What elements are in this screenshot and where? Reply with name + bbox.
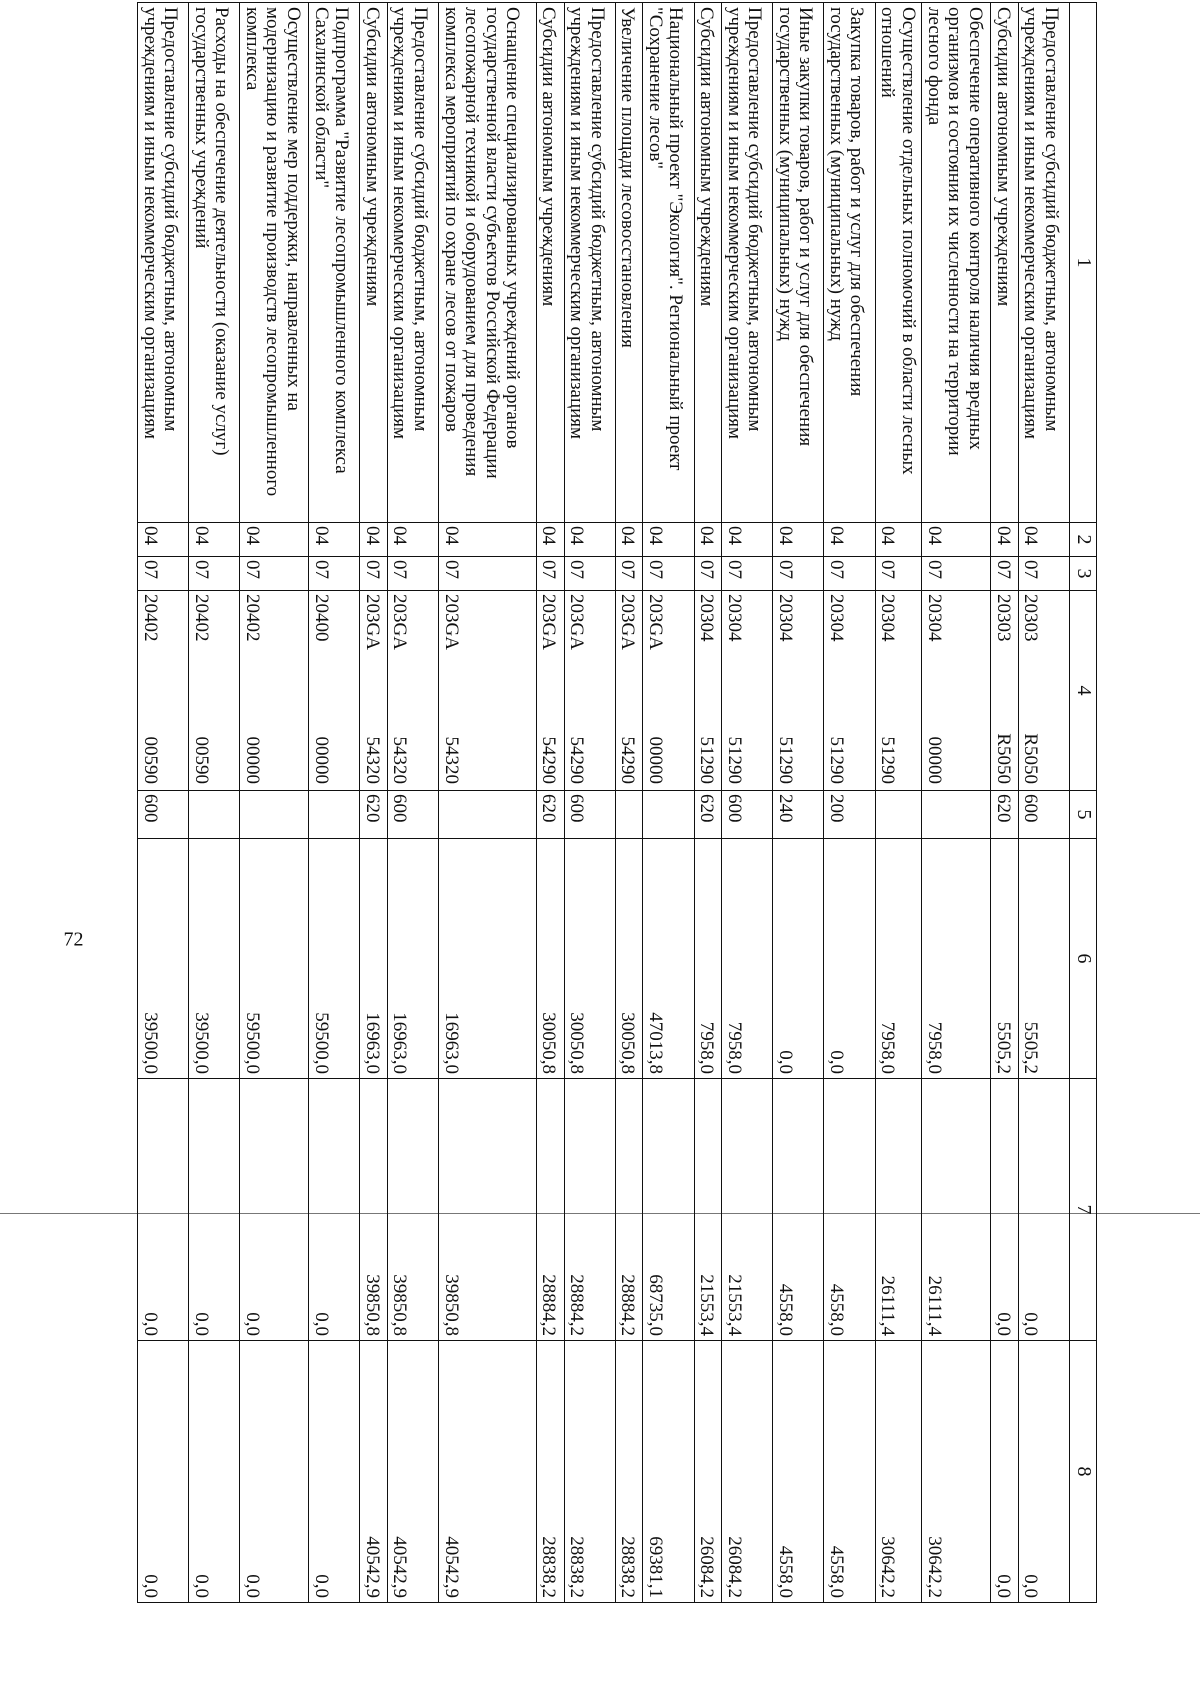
header-col-1: 1 bbox=[1070, 3, 1097, 523]
row-name-cell: Субсидии автономным учреждениям bbox=[360, 3, 388, 523]
row-subsection-cell: 07 bbox=[189, 557, 240, 591]
row-name-cell: Расходы на обеспечение деятельности (оказание услуг) государственных учреждений bbox=[189, 3, 240, 523]
row-amount-col7-cell: 28884,2 bbox=[615, 1079, 643, 1341]
row-expense-type-cell bbox=[875, 791, 922, 839]
row-amount-col6-cell: 30050,8 bbox=[536, 839, 564, 1079]
row-amount-col7-cell: 68735,0 bbox=[643, 1079, 694, 1341]
target-article-program-code: 20400 bbox=[310, 594, 332, 642]
row-name-cell: Осуществление отдельных полномочий в области лесных отношений bbox=[875, 3, 922, 523]
row-amount-col6-cell: 5505,2 bbox=[991, 839, 1019, 1079]
row-expense-type-cell: 240 bbox=[773, 791, 824, 839]
target-article-program-code: 20304 bbox=[723, 594, 745, 642]
row-amount-col6-cell: 16963,0 bbox=[439, 839, 537, 1079]
row-target-article-cell bbox=[722, 591, 773, 791]
row-amount-col8-cell: 0,0 bbox=[991, 1341, 1019, 1603]
row-expense-type-cell bbox=[439, 791, 537, 839]
row-section-cell: 04 bbox=[722, 523, 773, 557]
row-amount-col8-cell: 28838,2 bbox=[536, 1341, 564, 1603]
row-target-article-cell bbox=[643, 591, 694, 791]
row-name-cell: Национальный проект "Экология". Региональный проект "Сохранение лесов" bbox=[643, 3, 694, 523]
target-article-code bbox=[1019, 591, 1042, 790]
target-article-program-code: 20303 bbox=[992, 594, 1014, 642]
row-amount-col8-cell: 0,0 bbox=[189, 1341, 240, 1603]
row-name-cell: Обеспечение оперативного контроля наличия вредных организмов и состояния их численности на территории лесного фонда bbox=[922, 3, 991, 523]
target-article-direction-code: 00000 bbox=[923, 736, 945, 784]
header-col-8: 8 bbox=[1070, 1341, 1097, 1603]
row-subsection-cell: 07 bbox=[439, 557, 537, 591]
row-target-article-cell bbox=[309, 591, 360, 791]
table-row bbox=[773, 3, 824, 1603]
target-article-direction-code: 00000 bbox=[644, 736, 666, 784]
row-amount-col6-cell: 39500,0 bbox=[189, 839, 240, 1079]
target-article-direction-code: R5050 bbox=[1020, 733, 1042, 784]
row-target-article-cell bbox=[360, 591, 388, 791]
row-amount-col8-cell: 30642,2 bbox=[875, 1341, 922, 1603]
row-amount-col8-cell: 40542,9 bbox=[387, 1341, 438, 1603]
row-expense-type-cell: 600 bbox=[138, 791, 189, 839]
row-expense-type-cell: 620 bbox=[991, 791, 1019, 839]
target-article-code bbox=[439, 591, 462, 790]
row-section-cell: 04 bbox=[240, 523, 309, 557]
row-amount-col7-cell: 0,0 bbox=[309, 1079, 360, 1341]
target-article-code bbox=[537, 591, 560, 790]
row-amount-col7-cell: 4558,0 bbox=[773, 1079, 824, 1341]
row-amount-col7-cell: 28884,2 bbox=[564, 1079, 615, 1341]
row-target-article-cell bbox=[1018, 591, 1069, 791]
row-name-cell: Оснащение специализированных учреждений органов государственной власти субъектов Российской Федерации лесопожарной техникой и оборудованием для проведения комплекса мероприятий по охране лесов от пожаров bbox=[439, 3, 537, 523]
row-target-article-cell bbox=[240, 591, 309, 791]
row-amount-col6-cell: 47013,8 bbox=[643, 839, 694, 1079]
row-section-cell: 04 bbox=[360, 523, 388, 557]
row-section-cell: 04 bbox=[615, 523, 643, 557]
target-article-code bbox=[722, 591, 745, 790]
table-row bbox=[643, 3, 694, 1603]
page-number: 72 bbox=[63, 928, 84, 951]
table-row bbox=[189, 3, 240, 1603]
target-article-direction-code: 00590 bbox=[190, 736, 212, 784]
target-article-direction-code: 54320 bbox=[389, 736, 411, 784]
target-article-program-code: 20402 bbox=[241, 594, 263, 642]
target-article-direction-code: 51290 bbox=[774, 736, 796, 784]
row-amount-col8-cell: 4558,0 bbox=[824, 1341, 875, 1603]
target-article-program-code: 203GA bbox=[617, 594, 639, 650]
target-article-program-code: 20402 bbox=[190, 594, 212, 642]
row-amount-col7-cell: 21553,4 bbox=[722, 1079, 773, 1341]
row-section-cell: 04 bbox=[773, 523, 824, 557]
table-row bbox=[824, 3, 875, 1603]
row-amount-col6-cell: 39500,0 bbox=[138, 839, 189, 1079]
row-target-article-cell bbox=[875, 591, 922, 791]
row-target-article-cell bbox=[387, 591, 438, 791]
table-row bbox=[922, 3, 991, 1603]
table-row bbox=[439, 3, 537, 1603]
row-expense-type-cell: 600 bbox=[1018, 791, 1069, 839]
row-amount-col7-cell: 0,0 bbox=[991, 1079, 1019, 1341]
row-subsection-cell: 07 bbox=[1018, 557, 1069, 591]
target-article-code bbox=[824, 591, 847, 790]
row-amount-col6-cell: 0,0 bbox=[773, 839, 824, 1079]
target-article-code bbox=[773, 591, 796, 790]
table-row bbox=[240, 3, 309, 1603]
target-article-direction-code: 51290 bbox=[696, 736, 718, 784]
row-subsection-cell: 07 bbox=[536, 557, 564, 591]
row-name-cell: Субсидии автономным учреждениям bbox=[694, 3, 722, 523]
table-row bbox=[1018, 3, 1069, 1603]
row-name-cell: Иные закупки товаров, работ и услуг для обеспечения государственных (муниципальных) нужд bbox=[773, 3, 824, 523]
row-amount-col8-cell: 30642,2 bbox=[922, 1341, 991, 1603]
header-col-5: 5 bbox=[1070, 791, 1097, 839]
row-target-article-cell bbox=[773, 591, 824, 791]
row-section-cell: 04 bbox=[922, 523, 991, 557]
row-expense-type-cell bbox=[240, 791, 309, 839]
target-article-program-code: 203GA bbox=[361, 594, 383, 650]
table-row bbox=[615, 3, 643, 1603]
target-article-code bbox=[922, 591, 945, 790]
row-target-article-cell bbox=[564, 591, 615, 791]
row-amount-col6-cell: 30050,8 bbox=[564, 839, 615, 1079]
row-amount-col8-cell: 0,0 bbox=[1018, 1341, 1069, 1603]
row-amount-col7-cell: 0,0 bbox=[138, 1079, 189, 1341]
row-subsection-cell: 07 bbox=[309, 557, 360, 591]
target-article-program-code: 20304 bbox=[696, 594, 718, 642]
row-subsection-cell: 07 bbox=[138, 557, 189, 591]
header-row bbox=[1070, 3, 1097, 1603]
row-amount-col7-cell: 26111,4 bbox=[922, 1079, 991, 1341]
row-target-article-cell bbox=[536, 591, 564, 791]
row-subsection-cell: 07 bbox=[615, 557, 643, 591]
row-amount-col6-cell: 7958,0 bbox=[722, 839, 773, 1079]
table-row bbox=[138, 3, 189, 1603]
header-col-7: 7 bbox=[1070, 1079, 1097, 1341]
target-article-direction-code: 00590 bbox=[139, 736, 161, 784]
row-expense-type-cell: 600 bbox=[722, 791, 773, 839]
row-section-cell: 04 bbox=[309, 523, 360, 557]
row-amount-col6-cell: 16963,0 bbox=[387, 839, 438, 1079]
row-amount-col8-cell: 69381,1 bbox=[643, 1341, 694, 1603]
target-article-direction-code: 51290 bbox=[825, 736, 847, 784]
row-amount-col7-cell: 0,0 bbox=[1018, 1079, 1069, 1341]
row-expense-type-cell: 620 bbox=[360, 791, 388, 839]
row-name-cell: Предоставление субсидий бюджетным, автономным учреждениям и иным некоммерческим организациям bbox=[138, 3, 189, 523]
target-article-code bbox=[876, 591, 899, 790]
row-amount-col8-cell: 26084,2 bbox=[722, 1341, 773, 1603]
row-name-cell: Закупка товаров, работ и услуг для обеспечения государственных (муниципальных) нужд bbox=[824, 3, 875, 523]
row-section-cell: 04 bbox=[824, 523, 875, 557]
row-section-cell: 04 bbox=[643, 523, 694, 557]
row-name-cell: Предоставление субсидий бюджетным, автономным учреждениям и иным некоммерческим организациям bbox=[564, 3, 615, 523]
target-article-code bbox=[388, 591, 411, 790]
row-amount-col8-cell: 0,0 bbox=[309, 1341, 360, 1603]
row-section-cell: 04 bbox=[387, 523, 438, 557]
row-amount-col8-cell: 0,0 bbox=[138, 1341, 189, 1603]
row-target-article-cell bbox=[138, 591, 189, 791]
target-article-code bbox=[643, 591, 666, 790]
row-expense-type-cell: 600 bbox=[387, 791, 438, 839]
row-expense-type-cell: 200 bbox=[824, 791, 875, 839]
row-name-cell: Предоставление субсидий бюджетным, автономным учреждениям и иным некоммерческим организациям bbox=[722, 3, 773, 523]
table-row bbox=[360, 3, 388, 1603]
row-expense-type-cell bbox=[189, 791, 240, 839]
row-expense-type-cell bbox=[615, 791, 643, 839]
row-amount-col8-cell: 28838,2 bbox=[615, 1341, 643, 1603]
row-amount-col7-cell: 0,0 bbox=[189, 1079, 240, 1341]
row-amount-col6-cell: 5505,2 bbox=[1018, 839, 1069, 1079]
target-article-program-code: 20402 bbox=[139, 594, 161, 642]
row-section-cell: 04 bbox=[564, 523, 615, 557]
row-amount-col6-cell: 59500,0 bbox=[240, 839, 309, 1079]
row-amount-col8-cell: 26084,2 bbox=[694, 1341, 722, 1603]
target-article-direction-code: 00000 bbox=[310, 736, 332, 784]
row-target-article-cell bbox=[922, 591, 991, 791]
row-amount-col7-cell: 39850,8 bbox=[360, 1079, 388, 1341]
row-target-article-cell bbox=[189, 591, 240, 791]
target-article-code bbox=[189, 591, 212, 790]
row-expense-type-cell: 600 bbox=[564, 791, 615, 839]
row-section-cell: 04 bbox=[1018, 523, 1069, 557]
row-amount-col6-cell: 16963,0 bbox=[360, 839, 388, 1079]
row-subsection-cell: 07 bbox=[991, 557, 1019, 591]
row-subsection-cell: 07 bbox=[387, 557, 438, 591]
row-expense-type-cell: 620 bbox=[536, 791, 564, 839]
row-name-cell: Субсидии автономным учреждениям bbox=[991, 3, 1019, 523]
row-subsection-cell: 07 bbox=[643, 557, 694, 591]
target-article-code bbox=[309, 591, 332, 790]
row-name-cell: Увеличение площади лесовосстановления bbox=[615, 3, 643, 523]
target-article-program-code: 20304 bbox=[923, 594, 945, 642]
header-col-4: 4 bbox=[1070, 591, 1097, 791]
row-section-cell: 04 bbox=[991, 523, 1019, 557]
header-col-3: 3 bbox=[1070, 557, 1097, 591]
row-amount-col8-cell: 0,0 bbox=[240, 1341, 309, 1603]
target-article-direction-code: 54290 bbox=[566, 736, 588, 784]
row-expense-type-cell bbox=[309, 791, 360, 839]
table-row bbox=[991, 3, 1019, 1603]
target-article-direction-code: 51290 bbox=[877, 736, 899, 784]
target-article-direction-code: 00000 bbox=[241, 736, 263, 784]
row-target-article-cell bbox=[694, 591, 722, 791]
rotated-page bbox=[63, 0, 1165, 1680]
row-expense-type-cell bbox=[922, 791, 991, 839]
table-row bbox=[564, 3, 615, 1603]
row-amount-col7-cell: 0,0 bbox=[240, 1079, 309, 1341]
target-article-code bbox=[695, 591, 718, 790]
row-amount-col6-cell: 7958,0 bbox=[922, 839, 991, 1079]
target-article-program-code: 203GA bbox=[389, 594, 411, 650]
row-subsection-cell: 07 bbox=[694, 557, 722, 591]
row-subsection-cell: 07 bbox=[824, 557, 875, 591]
target-article-direction-code: 54320 bbox=[361, 736, 383, 784]
target-article-direction-code: R5050 bbox=[992, 733, 1014, 784]
row-subsection-cell: 07 bbox=[564, 557, 615, 591]
row-amount-col6-cell: 0,0 bbox=[824, 839, 875, 1079]
table-row bbox=[694, 3, 722, 1603]
row-subsection-cell: 07 bbox=[773, 557, 824, 591]
row-subsection-cell: 07 bbox=[922, 557, 991, 591]
row-name-cell: Предоставление субсидий бюджетным, автономным учреждениям и иным некоммерческим организациям bbox=[387, 3, 438, 523]
table-row bbox=[309, 3, 360, 1603]
row-amount-col7-cell: 21553,4 bbox=[694, 1079, 722, 1341]
row-name-cell: Предоставление субсидий бюджетным, автономным учреждениям и иным некоммерческим организациям bbox=[1018, 3, 1069, 523]
row-amount-col6-cell: 59500,0 bbox=[309, 839, 360, 1079]
target-article-direction-code: 54320 bbox=[440, 736, 462, 784]
target-article-direction-code: 54290 bbox=[538, 736, 560, 784]
budget-table bbox=[137, 2, 1097, 1603]
target-article-direction-code: 51290 bbox=[723, 736, 745, 784]
row-section-cell: 04 bbox=[189, 523, 240, 557]
table-body bbox=[138, 3, 1070, 1603]
target-article-program-code: 203GA bbox=[644, 594, 666, 650]
row-target-article-cell bbox=[991, 591, 1019, 791]
target-article-code bbox=[240, 591, 263, 790]
table-row bbox=[387, 3, 438, 1603]
target-article-program-code: 20303 bbox=[1020, 594, 1042, 642]
row-amount-col7-cell: 4558,0 bbox=[824, 1079, 875, 1341]
row-amount-col6-cell: 7958,0 bbox=[875, 839, 922, 1079]
row-section-cell: 04 bbox=[439, 523, 537, 557]
target-article-program-code: 20304 bbox=[877, 594, 899, 642]
row-amount-col8-cell: 40542,9 bbox=[360, 1341, 388, 1603]
row-target-article-cell bbox=[615, 591, 643, 791]
header-col-6: 6 bbox=[1070, 839, 1097, 1079]
row-amount-col8-cell: 28838,2 bbox=[564, 1341, 615, 1603]
target-article-program-code: 20304 bbox=[825, 594, 847, 642]
row-amount-col7-cell: 39850,8 bbox=[439, 1079, 537, 1341]
target-article-program-code: 203GA bbox=[566, 594, 588, 650]
target-article-direction-code: 54290 bbox=[617, 736, 639, 784]
target-article-code bbox=[565, 591, 588, 790]
row-name-cell: Осуществление мер поддержки, направленных на модернизацию и развитие производств лесопромышленного комплекса bbox=[240, 3, 309, 523]
row-amount-col8-cell: 40542,9 bbox=[439, 1341, 537, 1603]
table-row bbox=[722, 3, 773, 1603]
table-row bbox=[875, 3, 922, 1603]
row-expense-type-cell: 620 bbox=[694, 791, 722, 839]
row-amount-col8-cell: 4558,0 bbox=[773, 1341, 824, 1603]
target-article-program-code: 203GA bbox=[440, 594, 462, 650]
row-subsection-cell: 07 bbox=[240, 557, 309, 591]
row-subsection-cell: 07 bbox=[722, 557, 773, 591]
row-amount-col6-cell: 30050,8 bbox=[615, 839, 643, 1079]
target-article-program-code: 203GA bbox=[538, 594, 560, 650]
row-amount-col6-cell: 7958,0 bbox=[694, 839, 722, 1079]
row-target-article-cell bbox=[439, 591, 537, 791]
row-expense-type-cell bbox=[643, 791, 694, 839]
target-article-code bbox=[138, 591, 161, 790]
row-subsection-cell: 07 bbox=[875, 557, 922, 591]
row-section-cell: 04 bbox=[536, 523, 564, 557]
row-section-cell: 04 bbox=[138, 523, 189, 557]
target-article-code bbox=[360, 591, 383, 790]
row-section-cell: 04 bbox=[875, 523, 922, 557]
row-section-cell: 04 bbox=[694, 523, 722, 557]
row-name-cell: Подпрограмма "Развитие лесопромышленного комплекса Сахалинской области" bbox=[309, 3, 360, 523]
header-col-2: 2 bbox=[1070, 523, 1097, 557]
target-article-program-code: 20304 bbox=[774, 594, 796, 642]
row-name-cell: Субсидии автономным учреждениям bbox=[536, 3, 564, 523]
row-target-article-cell bbox=[824, 591, 875, 791]
table-row bbox=[536, 3, 564, 1603]
row-amount-col7-cell: 28884,2 bbox=[536, 1079, 564, 1341]
row-amount-col7-cell: 39850,8 bbox=[387, 1079, 438, 1341]
target-article-code bbox=[616, 591, 639, 790]
row-amount-col7-cell: 26111,4 bbox=[875, 1079, 922, 1341]
target-article-code bbox=[991, 591, 1014, 790]
row-subsection-cell: 07 bbox=[360, 557, 388, 591]
